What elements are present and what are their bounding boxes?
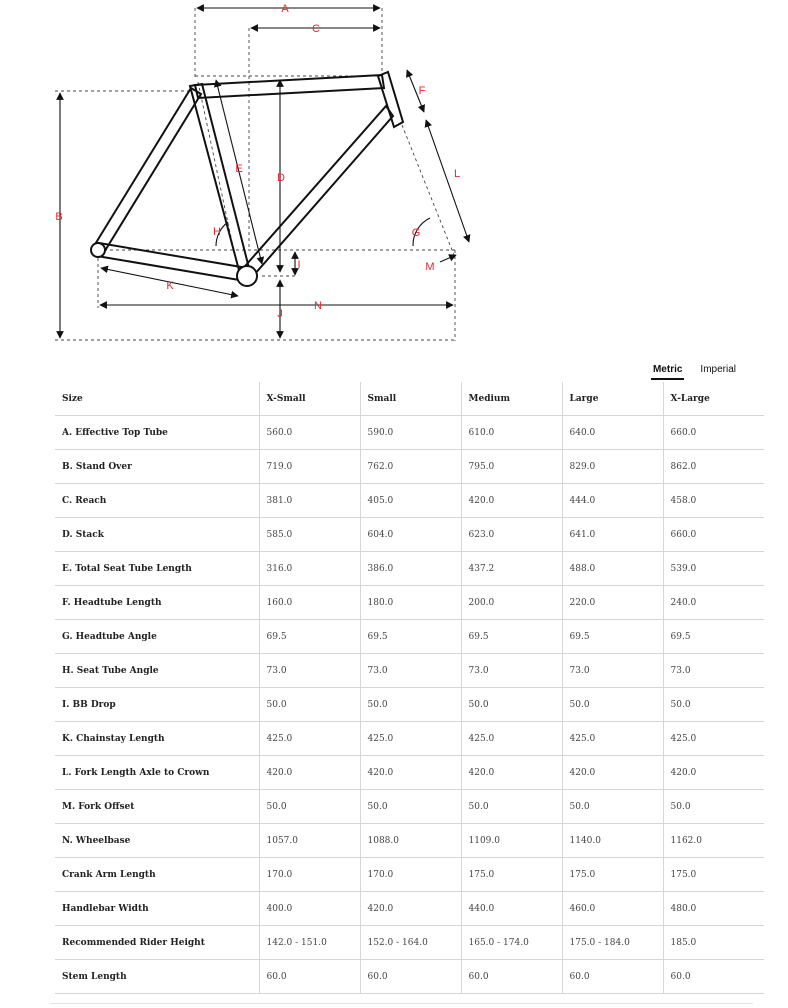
table-cell: 185.0 bbox=[663, 926, 764, 960]
table-cell: 610.0 bbox=[461, 416, 562, 450]
table-cell: 50.0 bbox=[663, 688, 764, 722]
table-cell: 142.0 - 151.0 bbox=[259, 926, 360, 960]
table-cell: 440.0 bbox=[461, 892, 562, 926]
table-row bbox=[55, 484, 764, 518]
row-label: Stem Length bbox=[55, 960, 259, 994]
column-header-large: Large bbox=[562, 382, 663, 416]
table-cell: 488.0 bbox=[562, 552, 663, 586]
dimension-labels bbox=[55, 3, 460, 320]
label-c: C bbox=[312, 23, 320, 35]
table-cell: 60.0 bbox=[562, 960, 663, 994]
table-cell: 420.0 bbox=[360, 892, 461, 926]
table-cell: 73.0 bbox=[360, 654, 461, 688]
label-n: N bbox=[314, 300, 322, 312]
label-e: E bbox=[235, 163, 243, 175]
table-cell: 60.0 bbox=[663, 960, 764, 994]
table-cell: 1057.0 bbox=[259, 824, 360, 858]
table-cell: 1088.0 bbox=[360, 824, 461, 858]
row-label: E. Total Seat Tube Length bbox=[55, 552, 259, 586]
table-cell: 170.0 bbox=[360, 858, 461, 892]
table-cell: 50.0 bbox=[562, 688, 663, 722]
row-label: I. BB Drop bbox=[55, 688, 259, 722]
table-cell: 425.0 bbox=[360, 722, 461, 756]
table-cell: 316.0 bbox=[259, 552, 360, 586]
table-row bbox=[55, 416, 764, 450]
label-m: M bbox=[425, 261, 435, 273]
table-cell: 175.0 bbox=[461, 858, 562, 892]
row-label: G. Headtube Angle bbox=[55, 620, 259, 654]
table-cell: 50.0 bbox=[461, 790, 562, 824]
bottom-divider bbox=[50, 1003, 753, 1004]
label-g: G bbox=[411, 227, 421, 239]
table-row bbox=[55, 926, 764, 960]
table-cell: 444.0 bbox=[562, 484, 663, 518]
table-cell: 69.5 bbox=[461, 620, 562, 654]
table-cell: 405.0 bbox=[360, 484, 461, 518]
table-cell: 420.0 bbox=[461, 484, 562, 518]
table-row bbox=[55, 858, 764, 892]
metric-toggle[interactable]: Metric bbox=[651, 362, 684, 380]
table-row bbox=[55, 688, 764, 722]
table-cell: 73.0 bbox=[663, 654, 764, 688]
column-header-size: Size bbox=[55, 382, 259, 416]
table-cell: 795.0 bbox=[461, 450, 562, 484]
table-cell: 420.0 bbox=[663, 756, 764, 790]
column-header-x-small: X-Small bbox=[259, 382, 360, 416]
row-label: N. Wheelbase bbox=[55, 824, 259, 858]
table-cell: 420.0 bbox=[562, 756, 663, 790]
frame-geometry-diagram bbox=[0, 0, 788, 350]
table-cell: 50.0 bbox=[259, 790, 360, 824]
table-cell: 829.0 bbox=[562, 450, 663, 484]
table-cell: 180.0 bbox=[360, 586, 461, 620]
table-cell: 425.0 bbox=[461, 722, 562, 756]
table-cell: 660.0 bbox=[663, 518, 764, 552]
label-h: H bbox=[213, 226, 221, 238]
row-label: K. Chainstay Length bbox=[55, 722, 259, 756]
table-cell: 460.0 bbox=[562, 892, 663, 926]
table-cell: 50.0 bbox=[461, 688, 562, 722]
table-cell: 60.0 bbox=[259, 960, 360, 994]
table-row bbox=[55, 756, 764, 790]
table-cell: 50.0 bbox=[360, 688, 461, 722]
table-cell: 50.0 bbox=[663, 790, 764, 824]
reference-lines bbox=[55, 8, 455, 341]
row-label: B. Stand Over bbox=[55, 450, 259, 484]
row-label: D. Stack bbox=[55, 518, 259, 552]
label-d: D bbox=[277, 172, 285, 184]
top-tube bbox=[195, 75, 384, 98]
label-a: A bbox=[281, 3, 289, 15]
table-cell: 69.5 bbox=[259, 620, 360, 654]
table-row bbox=[55, 892, 764, 926]
table-row bbox=[55, 722, 764, 756]
table-cell: 641.0 bbox=[562, 518, 663, 552]
label-j: J bbox=[277, 308, 283, 320]
table-cell: 437.2 bbox=[461, 552, 562, 586]
table-cell: 200.0 bbox=[461, 586, 562, 620]
table-cell: 73.0 bbox=[461, 654, 562, 688]
chain-stay bbox=[97, 243, 247, 281]
table-row bbox=[55, 620, 764, 654]
table-body bbox=[55, 416, 764, 994]
table-cell: 73.0 bbox=[259, 654, 360, 688]
bike-frame bbox=[91, 72, 403, 286]
table-cell: 165.0 - 174.0 bbox=[461, 926, 562, 960]
row-label: F. Headtube Length bbox=[55, 586, 259, 620]
table-row bbox=[55, 552, 764, 586]
geometry-table bbox=[55, 382, 764, 994]
table-cell: 60.0 bbox=[461, 960, 562, 994]
label-b: B bbox=[55, 211, 63, 223]
table-cell: 69.5 bbox=[360, 620, 461, 654]
table-cell: 69.5 bbox=[562, 620, 663, 654]
dimension-arrows bbox=[60, 8, 469, 338]
row-label: M. Fork Offset bbox=[55, 790, 259, 824]
table-cell: 420.0 bbox=[259, 756, 360, 790]
table-cell: 381.0 bbox=[259, 484, 360, 518]
row-label: H. Seat Tube Angle bbox=[55, 654, 259, 688]
table-cell: 386.0 bbox=[360, 552, 461, 586]
table-cell: 50.0 bbox=[360, 790, 461, 824]
table-cell: 762.0 bbox=[360, 450, 461, 484]
row-label: C. Reach bbox=[55, 484, 259, 518]
bottom-bracket bbox=[237, 266, 257, 286]
table-row bbox=[55, 824, 764, 858]
table-row bbox=[55, 790, 764, 824]
column-header-x-large: X-Large bbox=[663, 382, 764, 416]
table-row bbox=[55, 654, 764, 688]
table-cell: 425.0 bbox=[663, 722, 764, 756]
table-header-row bbox=[55, 382, 764, 416]
table-cell: 480.0 bbox=[663, 892, 764, 926]
seat-stay bbox=[94, 88, 201, 254]
table-cell: 623.0 bbox=[461, 518, 562, 552]
table-cell: 400.0 bbox=[259, 892, 360, 926]
row-label: L. Fork Length Axle to Crown bbox=[55, 756, 259, 790]
table-cell: 240.0 bbox=[663, 586, 764, 620]
imperial-toggle[interactable]: Imperial bbox=[700, 364, 736, 375]
table-cell: 604.0 bbox=[360, 518, 461, 552]
table-cell: 50.0 bbox=[259, 688, 360, 722]
rear-axle bbox=[91, 243, 105, 257]
label-f: F bbox=[418, 85, 426, 97]
table-cell: 220.0 bbox=[562, 586, 663, 620]
table-cell: 539.0 bbox=[663, 552, 764, 586]
table-cell: 458.0 bbox=[663, 484, 764, 518]
row-label: A. Effective Top Tube bbox=[55, 416, 259, 450]
table-cell: 560.0 bbox=[259, 416, 360, 450]
table-row bbox=[55, 518, 764, 552]
table-row bbox=[55, 450, 764, 484]
table-cell: 1162.0 bbox=[663, 824, 764, 858]
table-cell: 152.0 - 164.0 bbox=[360, 926, 461, 960]
row-label: Handlebar Width bbox=[55, 892, 259, 926]
table-cell: 175.0 bbox=[663, 858, 764, 892]
table-cell: 585.0 bbox=[259, 518, 360, 552]
table-cell: 69.5 bbox=[663, 620, 764, 654]
table-cell: 660.0 bbox=[663, 416, 764, 450]
row-label: Crank Arm Length bbox=[55, 858, 259, 892]
table-header bbox=[55, 382, 764, 416]
table-cell: 425.0 bbox=[259, 722, 360, 756]
table-cell: 1109.0 bbox=[461, 824, 562, 858]
table-cell: 175.0 bbox=[562, 858, 663, 892]
table-cell: 50.0 bbox=[562, 790, 663, 824]
row-label: Recommended Rider Height bbox=[55, 926, 259, 960]
table-cell: 175.0 - 184.0 bbox=[562, 926, 663, 960]
column-header-medium: Medium bbox=[461, 382, 562, 416]
label-k: K bbox=[166, 280, 174, 292]
table-cell: 420.0 bbox=[360, 756, 461, 790]
table-cell: 60.0 bbox=[360, 960, 461, 994]
table-cell: 862.0 bbox=[663, 450, 764, 484]
table-cell: 425.0 bbox=[562, 722, 663, 756]
label-l: L bbox=[453, 168, 461, 180]
table-row bbox=[55, 960, 764, 994]
table-cell: 170.0 bbox=[259, 858, 360, 892]
column-header-small: Small bbox=[360, 382, 461, 416]
label-i: I bbox=[297, 259, 301, 271]
table-cell: 719.0 bbox=[259, 450, 360, 484]
table-cell: 73.0 bbox=[562, 654, 663, 688]
units-toggle bbox=[651, 362, 738, 380]
table-cell: 590.0 bbox=[360, 416, 461, 450]
table-cell: 640.0 bbox=[562, 416, 663, 450]
table-row bbox=[55, 586, 764, 620]
table-cell: 160.0 bbox=[259, 586, 360, 620]
table-cell: 420.0 bbox=[461, 756, 562, 790]
table-cell: 1140.0 bbox=[562, 824, 663, 858]
